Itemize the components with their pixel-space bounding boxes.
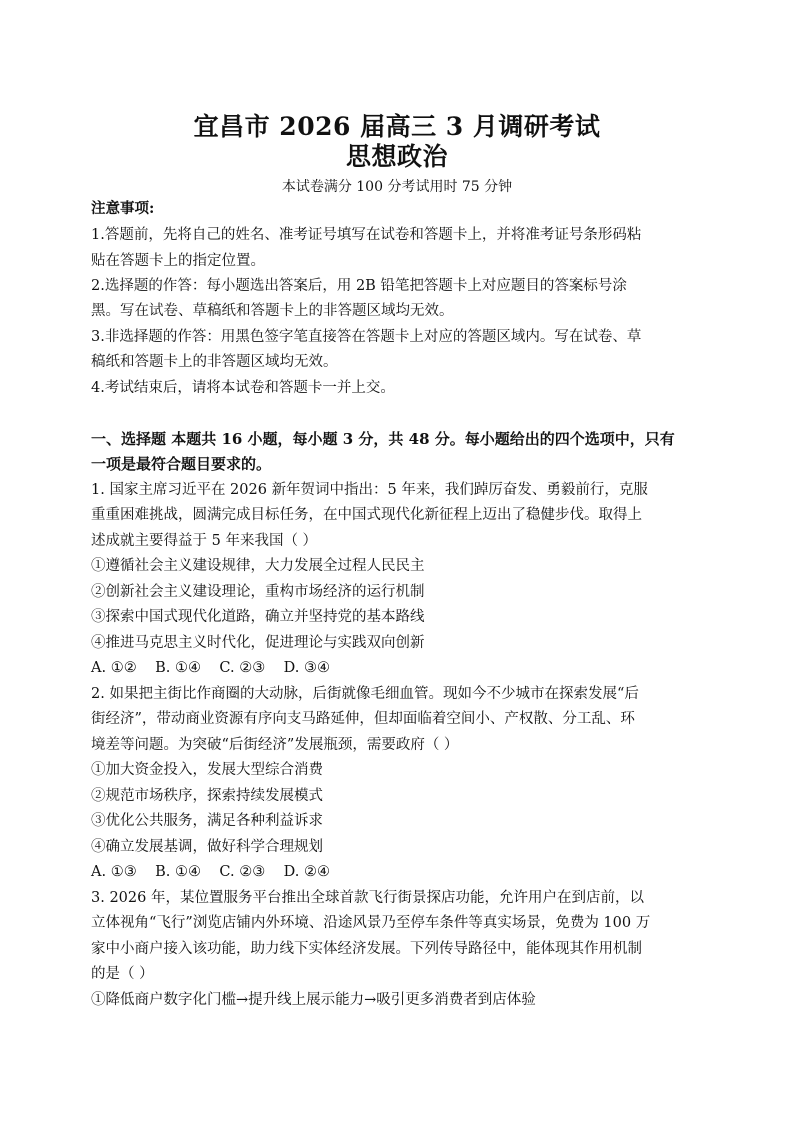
section-heading: 一、选择题 本题共 16 小题，每小题 3 分，共 48 分。每小题给出的四个选项中，只有	[91, 430, 675, 448]
question-stem: 街经济”，带动商业资源有序向支马路延伸，但却面临着空间小、产权散、分工乱、环	[91, 711, 635, 727]
question-stem: 述成就主要得益于 5 年来我国（ ）	[91, 533, 318, 549]
notice-line: 稿纸和答题卡上的非答题区域均无效。	[91, 354, 338, 370]
answer-choices: A. ①③ B. ①④ C. ②③ D. ②④	[91, 864, 330, 880]
notice-heading: 注意事项:	[91, 200, 155, 217]
question-stem: 2. 如果把主街比作商圈的大动脉，后街就像毛细血管。现如今不少城市在探索发展“后	[91, 686, 639, 702]
question-option: ④推进马克思主义时代化，促进理论与实践双向创新	[91, 635, 425, 651]
question-option: ①加大资金投入，发展大型综合消费	[91, 762, 323, 778]
question-option: ②创新社会主义建设理论，重构市场经济的运行机制	[91, 584, 425, 600]
question-option: ②规范市场秩序，探索持续发展模式	[91, 788, 323, 804]
question-stem: 立体视角“飞行”浏览店铺内外环境、沿途风景乃至停车条件等真实场景，免费为 100 万	[91, 915, 651, 931]
notice-line: 贴在答题卡上的指定位置。	[91, 253, 265, 269]
question-stem: 境差等问题。为突破“后街经济”发展瓶颈，需要政府（ ）	[91, 737, 459, 753]
question-stem: 1. 国家主席习近平在 2026 新年贺词中指出：5 年来，我们踔厉奋发、勇毅前行，克服	[91, 482, 648, 498]
question-stem: 重重困难挑战，圆满完成目标任务，在中国式现代化新征程上迈出了稳健步伐。取得上	[91, 507, 642, 523]
notice-line: 3.非选择题的作答：用黑色签字笔直接答在答题卡上对应的答题区域内。写在试卷、草	[91, 329, 642, 345]
question-stem: 的是（ ）	[91, 966, 154, 982]
notice-line: 2.选择题的作答：每小题选出答案后，用 2B 铅笔把答题卡上对应题目的答案标号涂	[91, 278, 627, 294]
question-option: ①遵循社会主义建设规律，大力发展全过程人民民主	[91, 558, 425, 574]
subject-title: 思想政治	[345, 142, 448, 171]
notice-line: 4.考试结束后，请将本试卷和答题卡一并上交。	[91, 380, 395, 396]
question-option: ③优化公共服务，满足各种利益诉求	[91, 813, 323, 829]
question-stem: 家中小商户接入该功能，助力线下实体经济发展。下列传导路径中，能体现其作用机制	[91, 941, 642, 957]
answer-choices: A. ①② B. ①④ C. ②③ D. ③④	[91, 660, 330, 676]
notice-line: 黑。写在试卷、草稿纸和答题卡上的非答题区域均无效。	[91, 303, 454, 319]
question-option: ④确立发展基调，做好科学合理规划	[91, 839, 323, 855]
section-heading: 一项是最符合题目要求的。	[91, 455, 272, 473]
notice-line: 1.答题前，先将自己的姓名、准考证号填写在试卷和答题卡上，并将准考证号条形码粘	[91, 227, 642, 243]
exam-title: 宜昌市 2026 届高三 3 月调研考试	[193, 112, 601, 141]
question-stem: 3. 2026 年，某位置服务平台推出全球首款飞行街景探店功能，允许用户在到店前，以	[91, 890, 644, 906]
question-option: ①降低商户数字化门槛→提升线上展示能力→吸引更多消费者到店体验	[91, 992, 536, 1008]
question-option: ③探索中国式现代化道路，确立并坚持党的基本路线	[91, 609, 425, 625]
exam-info: 本试卷满分 100 分考试用时 75 分钟	[281, 179, 513, 195]
